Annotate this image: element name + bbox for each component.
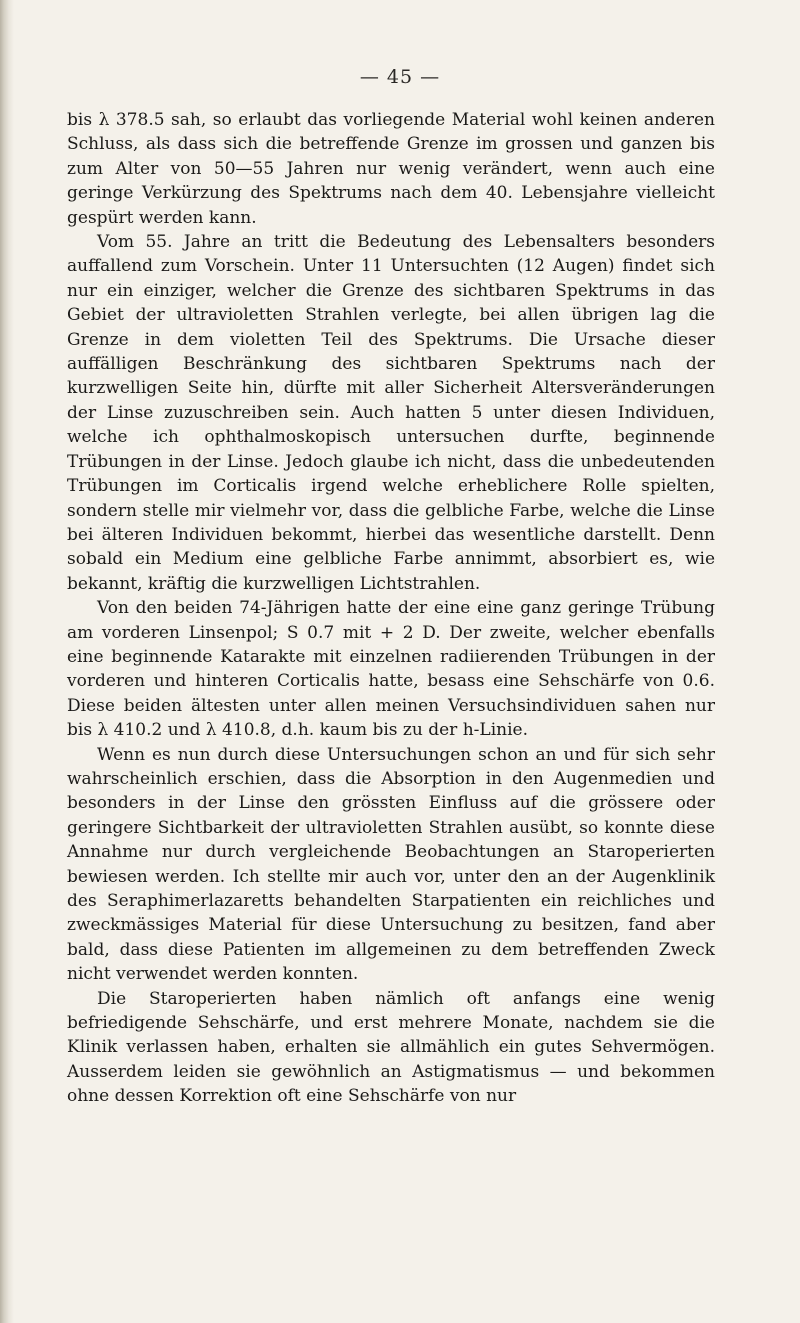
paragraph-3: Von den beiden 74-Jährigen hatte der eine eine ganz geringe Trübung am vorderen Linsenpol; S 0.7 mit + 2 D. Der zweite, welcher ebenfalls eine beginnende Katarakte mit einzelnen radiierenden Trübungen in der vorderen und hinteren Corticalis hatte, besass eine Sehschärfe von 0.6. Diese beiden ältesten unter allen meinen Versuchsindividuen sahen nur bis λ 410.2 und λ 410.8, d.h. kaum bis zu der h-Linie. [67, 598, 715, 741]
paragraph-2: Vom 55. Jahre an tritt die Bedeutung des Lebensalters besonders auffallend zum Vorschein. Unter 11 Untersuchten (12 Augen) findet sich nur ein einziger, welcher die Grenze des sichtbaren Spektrums in das Gebiet der ultravioletten Strahlen verlegte, bei allen übrigen lag die Grenze in dem violetten Teil des Spektrums. Die Ursache dieser auffälligen Beschränkung des sichtbaren Spektrums nach der kurzwelligen Seite hin, dürfte mit aller Sicherheit Altersveränderungen der Linse zuzuschreiben sein. Auch hatten 5 unter diesen Individuen, welche ich ophthalmoskopisch untersuchen durfte, beginnende Trübungen in der Linse. Jedoch glaube ich nicht, dass die unbedeutenden Trübungen im Corticalis irgend welche erheblichere Rolle spielten, sondern stelle mir vielmehr vor, dass die gelbliche Farbe, welche die Linse bei älteren Individuen bekommt, hierbei das wesentliche darstellt. Denn sobald ein Medium eine gelbliche Farbe annimmt, absorbiert es, wie bekannt, kräftig die kurzwelligen Lichtstrahlen. [67, 232, 715, 594]
paragraph-1: bis λ 378.5 sah, so erlaubt das vorliegende Material wohl keinen anderen Schluss, als dass sich die betreffende Grenze im grossen und ganzen bis zum Alter von 50—55 Jahren nur wenig verändert, wenn auch eine geringe Verkürzung des Spektrums nach dem 40. Lebensjahre vielleicht gespürt werden kann. [67, 110, 715, 228]
paragraph-4: Wenn es nun durch diese Untersuchungen schon an und für sich sehr wahrscheinlich erschien, dass die Absorption in den Augenmedien und besonders in der Linse den grössten Einfluss auf die grössere oder geringere Sichtbarkeit der ultravioletten Strahlen ausübt, so konnte diese Annahme nur durch vergleichende Beobachtungen an Staroperierten bewiesen werden. Ich stellte mir auch vor, unter den an der Augenklinik des Seraphimerlazaretts behandelten Starpatienten ein reichliches und zweckmässiges Material für diese Untersuchung zu besitzen, fand aber bald, dass diese Patienten im allgemeinen zu dem betreffenden Zweck nicht verwendet werden konnten. [67, 744, 715, 985]
paragraph-5: Die Staroperierten haben nämlich oft anfangs eine wenig befriedigende Sehschärfe, und erst mehrere Monate, nachdem sie die Klinik verlassen haben, erhalten sie allmählich ein gutes Sehvermögen. Ausserdem leiden sie gewöhnlich an Astigmatismus — und bekommen ohne dessen Korrektion oft eine Sehschärfe von nur [67, 988, 715, 1107]
page-binding-edge [0, 0, 14, 1323]
body-text [67, 108, 715, 1109]
page-number: — 45 — [359, 66, 441, 88]
